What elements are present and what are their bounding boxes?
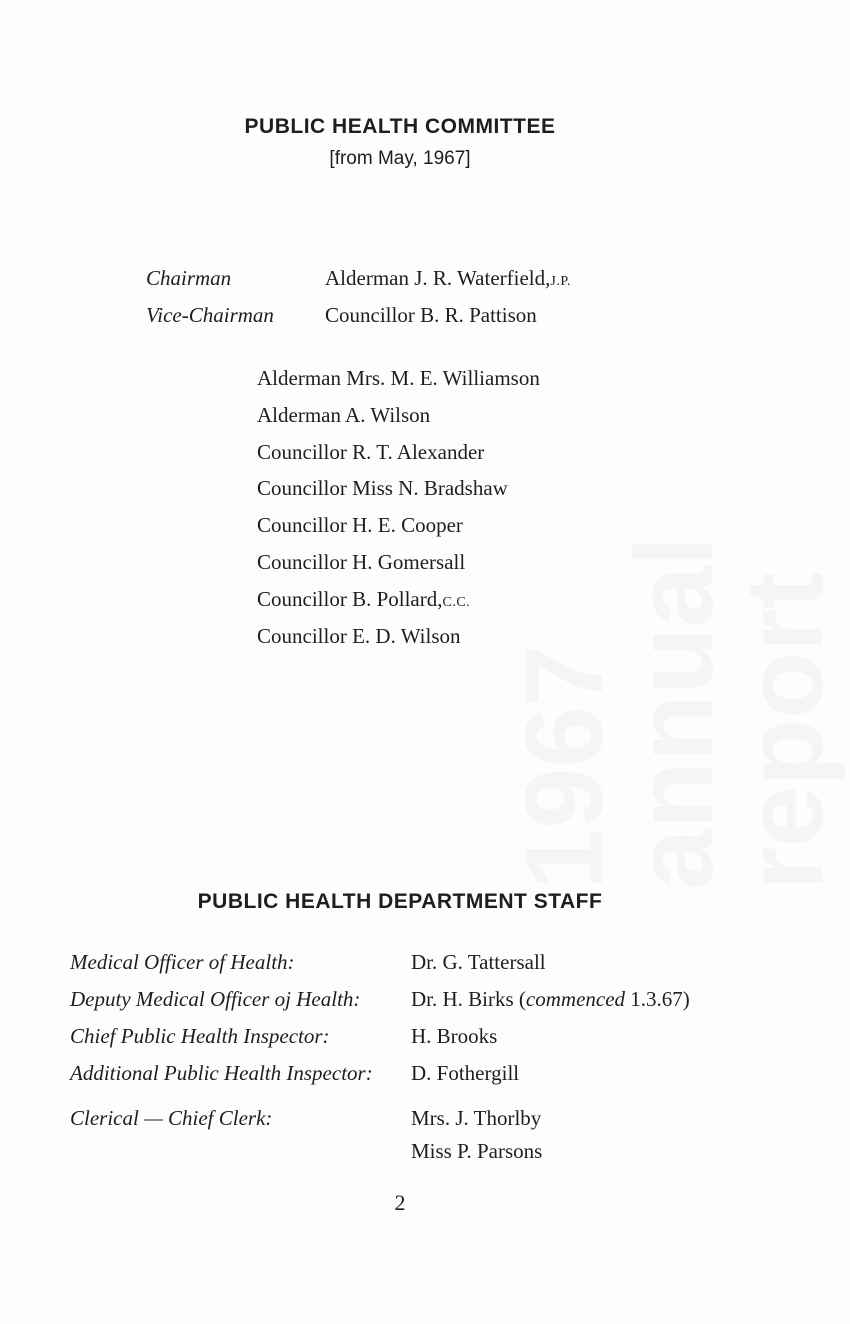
officer-row: [146, 303, 274, 328]
staff-name: Dr. H. Birks (commenced 1.3.67): [411, 987, 690, 1011]
staff-name: Miss P. Parsons: [411, 1139, 543, 1163]
member-item: Councillor R. T. Alexander: [257, 440, 485, 464]
member-item: Alderman Mrs. M. E. Williamson: [257, 366, 540, 390]
committee-subtitle: [from May, 1967]: [329, 148, 471, 169]
member-item: Councillor Miss N. Bradshaw: [257, 476, 508, 500]
background-watermark: 1967 annual report: [503, 535, 846, 890]
staff-role: Clerical — Chief Clerk:: [70, 1106, 273, 1130]
staff-name: Dr. G. Tattersall: [411, 950, 546, 974]
staff-role: Additional Public Health Inspector:: [70, 1061, 373, 1085]
post-nominal: J.P.: [550, 274, 572, 289]
staff-name: Mrs. J. Thorlby: [411, 1106, 542, 1130]
post-nominal: C.C.: [442, 595, 471, 610]
officer-role: Chairman: [146, 266, 232, 290]
staff-role: Chief Public Health Inspector:: [70, 1024, 330, 1048]
staff-name: D. Fothergill: [411, 1061, 520, 1085]
officer-name: Alderman J. R. Waterfield,J.P.: [325, 266, 572, 290]
page-number: 2: [394, 1190, 406, 1215]
member-item: Alderman A. Wilson: [257, 403, 431, 427]
officer-role: Vice-Chairman: [146, 303, 274, 327]
staff-title: PUBLIC HEALTH DEPARTMENT STAFF: [197, 890, 603, 913]
member-item: Councillor E. D. Wilson: [257, 624, 461, 648]
officer-row: [146, 266, 231, 291]
staff-note: commenced: [525, 987, 626, 1011]
staff-name: H. Brooks: [411, 1024, 498, 1048]
member-item: Councillor B. Pollard,C.C.: [257, 587, 471, 611]
member-item: Councillor H. E. Cooper: [257, 513, 463, 537]
staff-role: Deputy Medical Officer oj Health:: [70, 987, 361, 1011]
staff-role: Medical Officer of Health:: [70, 950, 295, 974]
officer-name: Councillor B. R. Pattison: [325, 303, 537, 327]
committee-title: PUBLIC HEALTH COMMITTEE: [244, 115, 556, 138]
member-item: Councillor H. Gomersall: [257, 550, 466, 574]
